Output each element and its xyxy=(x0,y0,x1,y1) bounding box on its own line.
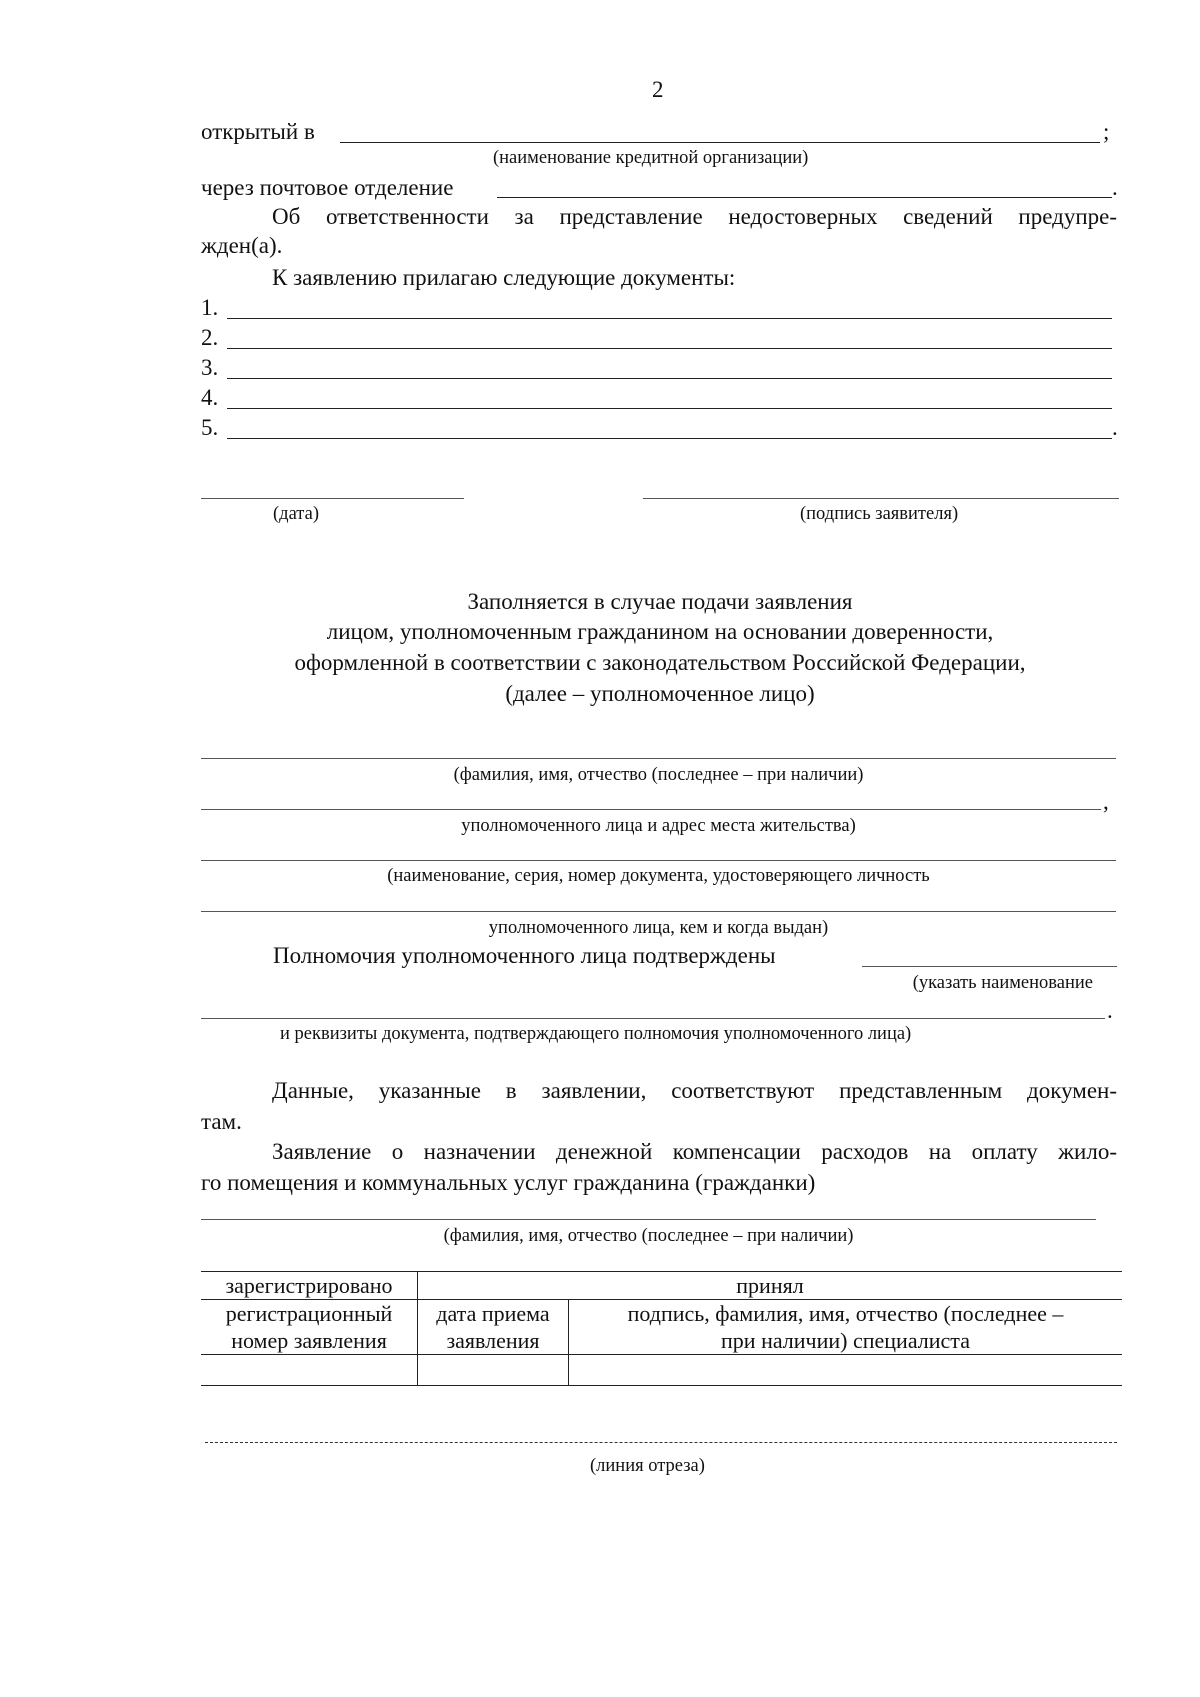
powers-label: Полномочия уполномоченного лица подтверждены xyxy=(273,943,776,968)
proxy-heading-line-4: (далее – уполномоченное лицо) xyxy=(505,681,815,706)
specialist-header xyxy=(569,1300,1123,1355)
proxy-document-caption-2: уполномоченного лица, кем и когда выдан) xyxy=(488,918,829,938)
date-header xyxy=(418,1300,569,1355)
proxy-heading-line-3: оформленной в соответствии с законодательством Российской Федерации, xyxy=(294,650,1026,675)
confirm-line-2: там. xyxy=(201,1109,242,1134)
reg-number-header-line-1: регистрационный xyxy=(225,1301,393,1326)
confirm-line-1: Данные, указанные в заявлении, соответствуют представленным докумен- xyxy=(272,1078,1117,1103)
attachment-number: 5. xyxy=(201,415,219,440)
specialist-cell[interactable] xyxy=(569,1355,1123,1386)
reg-number-header-line-2: номер заявления xyxy=(231,1328,387,1353)
powers-input-line[interactable] xyxy=(862,966,1117,967)
bank-caption: (наименование кредитной организации) xyxy=(493,148,809,168)
proxy-heading-line-1: Заполняется в случае подачи заявления xyxy=(467,589,853,614)
attachment-line-5[interactable] xyxy=(227,438,1112,439)
statement-fio-caption: (фамилия, имя, отчество (последнее – при наличии) xyxy=(443,1226,854,1246)
cut-line-caption: (линия отреза) xyxy=(590,1456,705,1476)
statement-line-2: го помещения и коммунальных услуг гражданина (гражданки) xyxy=(201,1170,816,1195)
proxy-heading-line-2: лицом, уполномоченным гражданином на основании доверенности, xyxy=(326,619,994,644)
liability-line-2: жден(а). xyxy=(201,233,283,258)
date-input-line[interactable] xyxy=(201,498,464,499)
attachment-number: 4. xyxy=(201,385,219,410)
reg-number-header xyxy=(201,1300,418,1355)
cut-line xyxy=(205,1442,1117,1443)
date-caption: (дата) xyxy=(273,504,319,524)
registry-table xyxy=(201,1271,1122,1386)
attachment-line-3[interactable] xyxy=(227,378,1112,379)
table-row xyxy=(201,1272,1122,1300)
proxy-address-line[interactable] xyxy=(201,809,1101,810)
bank-label: открытый в xyxy=(201,119,315,144)
powers-period: . xyxy=(1107,998,1113,1023)
powers-caption-1: (указать наименование xyxy=(912,973,1093,993)
reg-number-cell[interactable] xyxy=(201,1355,418,1386)
signature-input-line[interactable] xyxy=(643,498,1119,499)
attachment-line-4[interactable] xyxy=(227,408,1112,409)
proxy-document-line-2[interactable] xyxy=(201,911,1116,912)
powers-caption-2: и реквизиты документа, подтверждающего полномочия уполномоченного лица) xyxy=(280,1024,912,1044)
proxy-document-line[interactable] xyxy=(201,860,1116,861)
specialist-header-line-2: при наличии) специалиста xyxy=(721,1328,970,1353)
attachments-intro: К заявлению прилагаю следующие документы: xyxy=(272,265,736,290)
accepted-header: принял xyxy=(418,1272,1123,1300)
attachment-number: 2. xyxy=(201,325,219,350)
post-input-line[interactable] xyxy=(497,197,1112,198)
table-row xyxy=(201,1300,1122,1355)
post-period: . xyxy=(1112,175,1118,200)
powers-document-line[interactable] xyxy=(201,1018,1105,1019)
registered-header: зарегистрировано xyxy=(201,1272,418,1300)
statement-fio-line[interactable] xyxy=(201,1219,1096,1220)
attachment-number: 3. xyxy=(201,355,219,380)
proxy-fio-line[interactable] xyxy=(201,758,1116,759)
liability-line-1: Об ответственности за представление недостоверных сведений предупре- xyxy=(272,204,1117,229)
proxy-address-caption: уполномоченного лица и адрес места жительства) xyxy=(461,816,856,836)
table-row xyxy=(201,1355,1122,1386)
signature-caption: (подпись заявителя) xyxy=(800,504,959,524)
proxy-fio-caption: (фамилия, имя, отчество (последнее – при наличии) xyxy=(453,765,864,785)
proxy-address-comma: , xyxy=(1103,789,1109,814)
bank-input-line[interactable] xyxy=(340,142,1100,143)
statement-line-1: Заявление о назначении денежной компенсации расходов на оплату жило- xyxy=(272,1139,1117,1164)
attachment-number: 1. xyxy=(201,295,219,320)
post-label: через почтовое отделение xyxy=(201,175,454,200)
bank-semicolon: ; xyxy=(1103,119,1110,144)
page-number: 2 xyxy=(652,77,664,102)
attachment-line-1[interactable] xyxy=(227,318,1112,319)
date-header-line-2: заявления xyxy=(446,1328,540,1353)
specialist-header-line-1: подпись, фамилия, имя, отчество (последнее – xyxy=(627,1301,1064,1326)
date-header-line-1: дата приема xyxy=(436,1301,550,1326)
date-cell[interactable] xyxy=(418,1355,569,1386)
proxy-document-caption: (наименование, серия, номер документа, удостоверяющего личность xyxy=(387,866,930,886)
attachment-line-2[interactable] xyxy=(227,348,1112,349)
attachments-period: . xyxy=(1112,415,1118,440)
